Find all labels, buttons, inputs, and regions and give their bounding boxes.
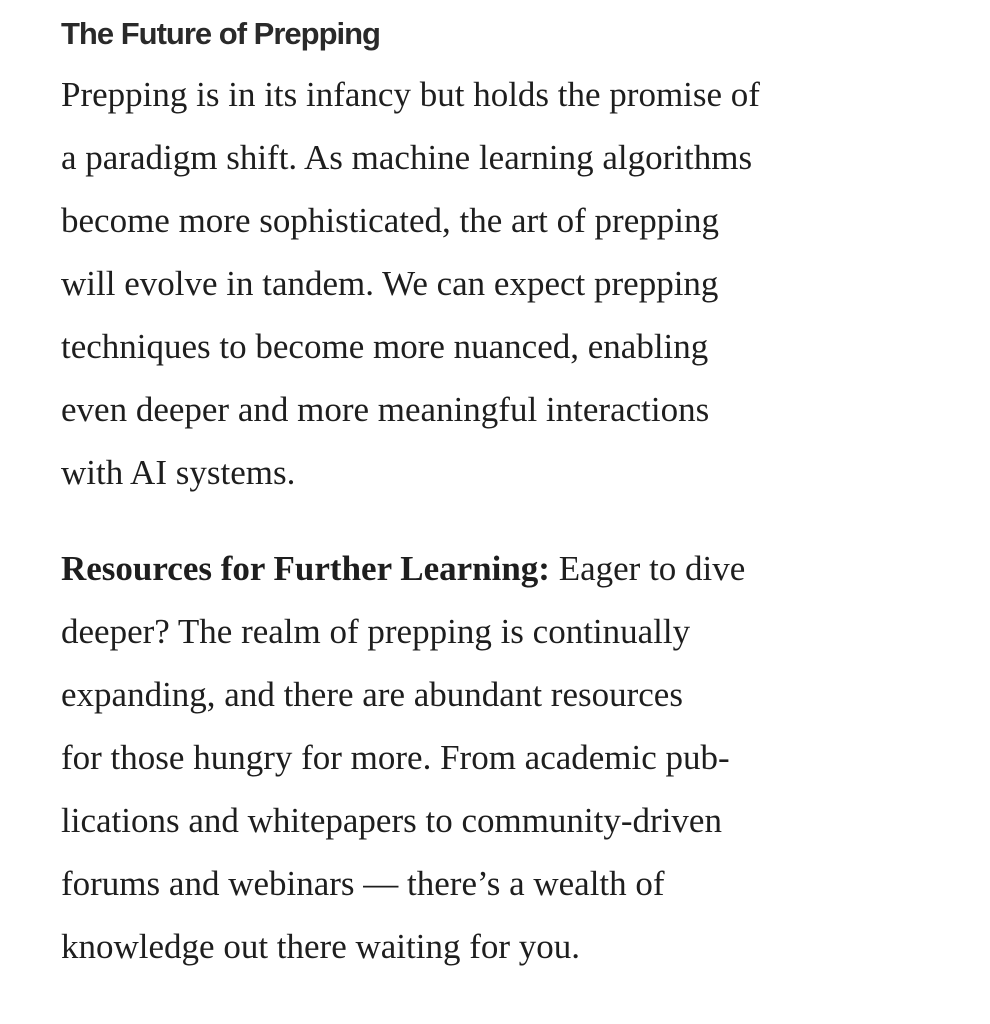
paragraph-line: a paradigm shift. As machine learning algorithms <box>61 138 753 177</box>
paragraph-line: forums and webinars — there’s a wealth of <box>61 864 665 903</box>
paragraph-line: techniques to become more nuanced, enabling <box>61 327 709 366</box>
paragraph-line: Prepping is in its infancy but holds the promise of <box>61 75 760 114</box>
paragraph-text: Eager to dive <box>549 549 746 588</box>
resources-lead-label: Resources for Further Learning: <box>61 549 550 588</box>
paragraph-line <box>61 537 941 600</box>
paragraph-line: deeper? The realm of prepping is continually <box>61 612 691 651</box>
paragraph-future <box>61 63 941 504</box>
section-heading: The Future of Prepping <box>61 16 380 51</box>
paragraph-line: even deeper and more meaningful interactions <box>61 390 710 429</box>
paragraph-line: knowledge out there waiting for you. <box>61 927 581 966</box>
paragraph-line: for those hungry for more. From academic pub- <box>61 738 730 777</box>
paragraph-line: with AI systems. <box>61 453 296 492</box>
article-body <box>61 12 941 978</box>
paragraph-line: expanding, and there are abundant resources <box>61 675 683 714</box>
paragraph-line: become more sophisticated, the art of prepping <box>61 201 719 240</box>
paragraph-line: lications and whitepapers to community-driven <box>61 801 722 840</box>
paragraph-resources <box>61 537 941 978</box>
paragraph-line: will evolve in tandem. We can expect prepping <box>61 264 719 303</box>
